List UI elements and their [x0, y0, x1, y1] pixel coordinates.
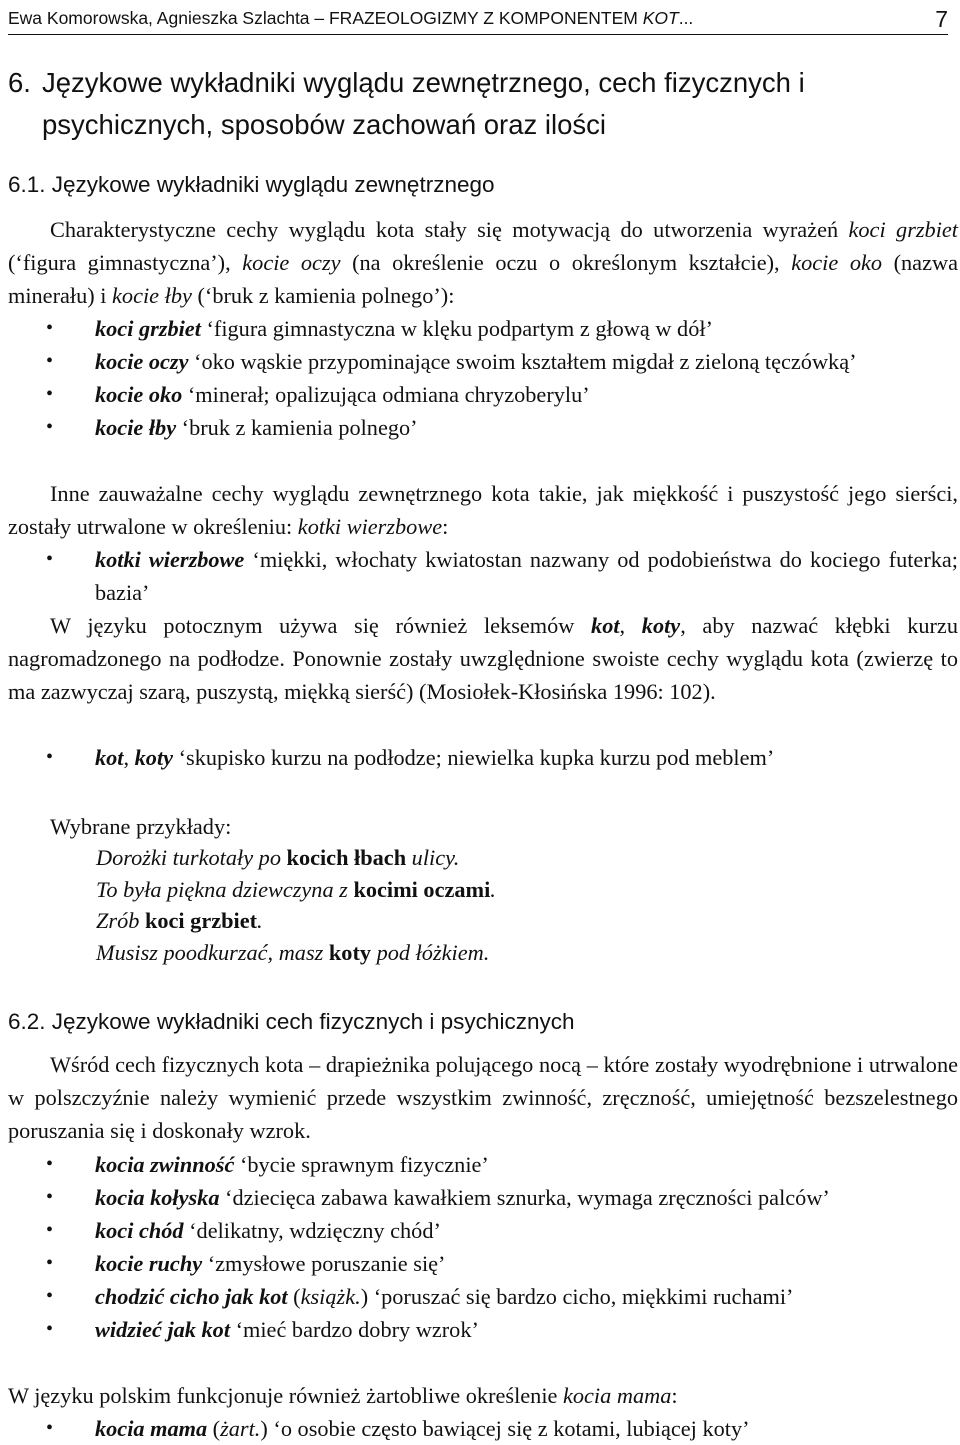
list-item: • kocie oko ‘minerał; opalizująca odmiana chryzoberylu’: [46, 382, 590, 407]
example-sentence: Zrób koci grzbiet.: [96, 908, 263, 933]
list-item: • kocie oczy ‘oko wąskie przypominające swoim kształtem migdał z zieloną tęczówką’: [46, 349, 857, 374]
list-item: • kocia zwinność ‘bycie sprawnym fizycznie’: [46, 1152, 489, 1177]
page-number: 7: [935, 6, 948, 32]
list-item: • kocie łby ‘bruk z kamienia polnego’: [46, 415, 418, 440]
paragraph: W języku polskim funkcjonuje również żartobliwe określenie kocia mama:: [8, 1383, 678, 1408]
list-item: • kot, koty ‘skupisko kurzu na podłodze; niewielka kupka kurzu pod meblem’: [46, 745, 775, 770]
paragraph: Charakterystyczne cechy wyglądu kota stały się motywacją do utworzenia wyrażeń koci grzbiet (‘figura gimnastyczna’), kocie oczy (na określenie oczu o określonym kształcie), kocie oko (nazwa minerału) i kocie łby (‘bruk z kamienia polnego’):: [8, 217, 958, 308]
paragraph: Inne zauważalne cechy wyglądu zewnętrznego kota takie, jak miękkość i puszystość jego sierści, zostały utrwalone w określeniu: kotki wierzbowe:: [8, 481, 958, 539]
example-sentence: Dorożki turkotały po kocich łbach ulicy.: [96, 845, 460, 870]
paragraph: W języku potocznym używa się również leksemów kot, koty, aby nazwać kłębki kurzu nagromadzonego na podłodze. Ponownie zostały uwzględnione swoiste cechy wyglądu kota (zwierzę to ma zazwyczaj szarą, puszystą, miękką sierść) (Mosiołek-Kłosińska 1996: 102).: [8, 613, 958, 704]
bullet-list: [8, 741, 958, 774]
list-item: • koci grzbiet ‘figura gimnastyczna w klęku podpartym z głową w dół’: [46, 316, 713, 341]
header-authors-title: Ewa Komorowska, Agnieszka Szlachta – FRAZEOLOGIZMY Z KOMPONENTEM KOT...: [8, 8, 694, 28]
bullet-list: [8, 1412, 958, 1445]
bullet-list: [8, 543, 958, 609]
paragraph: Wśród cech fizycznych kota – drapieżnika polującego nocą – które zostały wyodrębnione i utrwalone w polszczyźnie należy wymienić przede wszystkim zwinność, zręczność, umiejętność bezszelestnego poruszania się i doskonały wzrok.: [8, 1052, 958, 1143]
section-6-heading: 6. Językowe wykładniki wyglądu zewnętrznego, cech fizycznych i psychicznych, sposobów zachowań oraz ilości: [8, 67, 805, 140]
list-item: • koci chód ‘delikatny, wdzięczny chód’: [46, 1218, 441, 1243]
example-sentence: Musisz poodkurzać, masz koty pod łóżkiem.: [96, 939, 490, 965]
running-header: [8, 6, 948, 35]
list-item: • chodzić cicho jak kot (książk.) ‘poruszać się bardzo cicho, miękkimi ruchami’: [46, 1284, 794, 1309]
list-item: • kotki wierzbowe ‘miękki, włochaty kwiatostan nazwany od podobieństwa do kociego futerka; bazia’: [46, 547, 958, 605]
examples-label: Wybrane przykłady:: [50, 814, 232, 839]
section-6-1-heading: 6.1. Językowe wykładniki wyglądu zewnętrznego: [8, 172, 495, 197]
bullet-list: [8, 312, 958, 444]
list-item: • kocie ruchy ‘zmysłowe poruszanie się’: [46, 1251, 446, 1276]
list-item: • widzieć jak kot ‘mieć bardzo dobry wzrok’: [46, 1317, 479, 1342]
bullet-list: [8, 1148, 958, 1346]
section-6-2-heading: 6.2. Językowe wykładniki cech fizycznych i psychicznych: [8, 1009, 575, 1034]
examples-list: [96, 842, 496, 968]
example-sentence: To była piękna dziewczyna z kocimi oczami.: [96, 876, 496, 902]
list-item: • kocia kołyska ‘dziecięca zabawa kawałkiem sznurka, wymaga zręczności palców’: [46, 1185, 830, 1210]
list-item: • kocia mama (żart.) ‘o osobie często bawiącej się z kotami, lubiącej koty’: [46, 1416, 750, 1441]
